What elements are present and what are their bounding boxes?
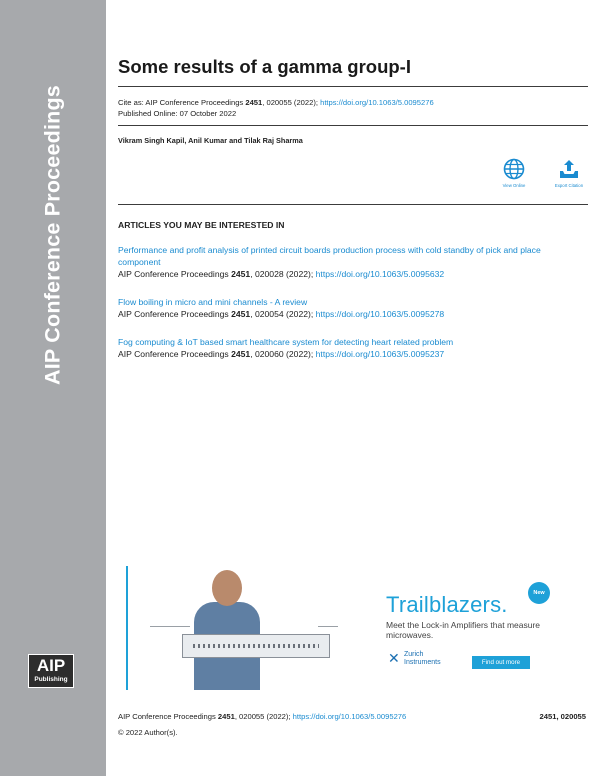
ad-subtext: Meet the Lock-in Amplifiers that measure microwaves. bbox=[386, 620, 541, 640]
footer-journal: AIP Conference Proceedings bbox=[118, 712, 218, 721]
ad-headline: Trailblazers. bbox=[386, 592, 508, 617]
author-list: Vikram Singh Kapil, Anil Kumar and Tilak Raj Sharma bbox=[118, 136, 303, 145]
article-volume: 2451 bbox=[231, 309, 251, 319]
article-journal: AIP Conference Proceedings bbox=[118, 269, 232, 279]
article-cite-rest: , 020054 (2022); bbox=[250, 309, 316, 319]
footer-volume: 2451 bbox=[217, 712, 235, 721]
related-article-citation bbox=[118, 308, 568, 320]
export-icon bbox=[558, 158, 580, 180]
journal-sidebar bbox=[0, 0, 106, 776]
article-cite-rest: , 020060 (2022); bbox=[250, 349, 316, 359]
cite-volume: 2451 bbox=[245, 98, 263, 107]
section-divider bbox=[118, 204, 588, 205]
advertisement-banner[interactable] bbox=[122, 566, 552, 692]
article-journal: AIP Conference Proceedings bbox=[118, 349, 232, 359]
article-journal: AIP Conference Proceedings bbox=[118, 309, 232, 319]
related-article-3 bbox=[118, 336, 568, 360]
article-cite-rest: , 020028 (2022); bbox=[250, 269, 316, 279]
article-doi-link[interactable]: https://doi.org/10.1063/5.0095632 bbox=[315, 269, 445, 279]
cite-rest: , 020055 (2022); bbox=[262, 98, 321, 107]
export-citation-button[interactable] bbox=[549, 158, 589, 188]
globe-icon bbox=[503, 158, 525, 180]
footer-copyright: © 2022 Author(s). bbox=[118, 728, 178, 737]
journal-name: AIP Conference Proceedings bbox=[40, 85, 65, 385]
related-articles-heading: ARTICLES YOU MAY BE INTERESTED IN bbox=[118, 220, 285, 230]
view-online-label: View Online bbox=[502, 183, 526, 188]
ad-find-out-more-button[interactable]: Find out more bbox=[472, 656, 530, 669]
related-article-citation bbox=[118, 268, 568, 280]
article-doi-link[interactable]: https://doi.org/10.1063/5.0095278 bbox=[315, 309, 445, 319]
related-article-2 bbox=[118, 296, 568, 320]
article-volume: 2451 bbox=[231, 349, 251, 359]
aip-publishing-logo[interactable] bbox=[28, 654, 74, 688]
ad-accent-bar bbox=[126, 566, 128, 690]
logo-main-text: AIP bbox=[36, 656, 66, 675]
footer-page-number: 2451, 020055 bbox=[539, 712, 586, 721]
paper-doi-link[interactable]: https://doi.org/10.1063/5.0095276 bbox=[320, 98, 434, 107]
view-online-button[interactable] bbox=[494, 158, 534, 188]
related-article-citation bbox=[118, 348, 568, 360]
related-article-title[interactable]: Flow boiling in micro and mini channels - A review bbox=[118, 297, 308, 307]
paper-title: Some results of a gamma group-I bbox=[118, 56, 411, 77]
logo-sub-text: Publishing bbox=[34, 676, 68, 683]
ad-callout-line bbox=[150, 626, 190, 627]
export-citation-label: Export Citation bbox=[554, 183, 584, 188]
footer-doi-link[interactable]: https://doi.org/10.1063/5.0095276 bbox=[292, 712, 407, 721]
footer-citation bbox=[118, 712, 406, 721]
footer-cite-rest: , 020055 (2022); bbox=[234, 712, 293, 721]
ad-callout-line bbox=[318, 626, 338, 627]
brand-line-2: Instruments bbox=[404, 659, 441, 666]
related-article-title[interactable]: Fog computing & IoT based smart healthcare system for detecting heart related problem bbox=[118, 337, 454, 347]
related-article-1 bbox=[118, 244, 568, 280]
related-article-title[interactable]: Performance and profit analysis of printed circuit boards production process with cold standby of pick and place component bbox=[118, 245, 541, 267]
citation-line bbox=[118, 98, 434, 108]
published-date: Published Online: 07 October 2022 bbox=[118, 109, 237, 118]
brand-line-1: Zurich bbox=[404, 651, 424, 658]
ad-person-head bbox=[212, 570, 242, 606]
meta-divider bbox=[118, 125, 588, 126]
ad-instrument-image bbox=[182, 634, 330, 658]
brand-x-icon: ✕ bbox=[388, 650, 400, 666]
ad-new-badge: New bbox=[528, 582, 550, 604]
cite-prefix: Cite as: AIP Conference Proceedings bbox=[118, 98, 246, 107]
brand-name bbox=[404, 651, 441, 667]
title-divider bbox=[118, 86, 588, 87]
article-volume: 2451 bbox=[231, 269, 251, 279]
article-doi-link[interactable]: https://doi.org/10.1063/5.0095237 bbox=[315, 349, 445, 359]
